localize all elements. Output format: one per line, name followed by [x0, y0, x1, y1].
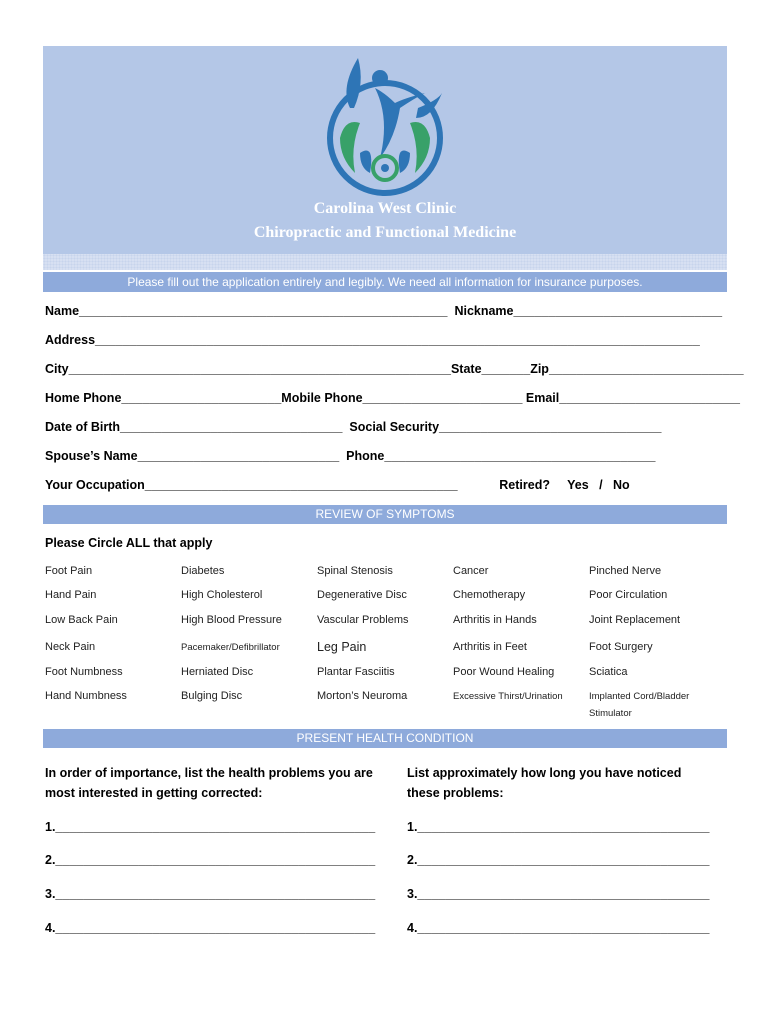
instructions-banner: Please fill out the application entirely and legibly. We need all information for insurance purposes.: [43, 272, 727, 292]
problem-line-1[interactable]: 1.______________________________________________: [45, 820, 376, 834]
duration-line-3[interactable]: 3.__________________________________________: [407, 887, 710, 901]
problem-line-4[interactable]: 4.______________________________________________: [45, 921, 376, 935]
review-of-symptoms-banner: REVIEW OF SYMPTOMS: [43, 505, 727, 524]
symptom-item[interactable]: Bulging Disc: [181, 690, 243, 702]
field-city-state-zip[interactable]: City_______________________________________________________State_______Zip____________________________: [45, 362, 744, 376]
symptom-item[interactable]: Joint Replacement: [589, 614, 681, 626]
symptom-item[interactable]: Sciatica: [589, 666, 628, 678]
symptom-item[interactable]: Degenerative Disc: [317, 589, 407, 601]
symptom-item[interactable]: Arthritis in Feet: [453, 641, 527, 653]
symptom-item[interactable]: Arthritis in Hands: [453, 614, 537, 626]
field-dob-ssn[interactable]: Date of Birth________________________________ Social Security________________________________: [45, 420, 662, 434]
symptom-item[interactable]: High Cholesterol: [181, 589, 263, 601]
header-divider: [43, 254, 727, 270]
clinic-name: Carolina West Clinic: [313, 200, 457, 217]
symptom-item[interactable]: Foot Numbness: [45, 666, 123, 678]
field-phones-email[interactable]: Home Phone_______________________Mobile Phone_______________________ Email__________________________: [45, 391, 741, 405]
symptom-item[interactable]: Cancer: [453, 565, 489, 577]
symptom-item[interactable]: Spinal Stenosis: [317, 565, 393, 577]
symptom-item[interactable]: Morton’s Neuroma: [317, 690, 408, 702]
symptom-item[interactable]: High Blood Pressure: [181, 614, 282, 626]
symptom-item[interactable]: Poor Circulation: [589, 589, 668, 601]
symptom-item[interactable]: Herniated Disc: [181, 666, 254, 678]
symptom-item[interactable]: Hand Pain: [45, 589, 97, 601]
symptom-item[interactable]: Vascular Problems: [317, 614, 409, 626]
duration-line-1[interactable]: 1.__________________________________________: [407, 820, 710, 834]
symptom-item[interactable]: Pacemaker/Defibrillator: [181, 642, 280, 653]
symptom-item[interactable]: Leg Pain: [317, 640, 367, 654]
symptom-item[interactable]: Implanted Cord/Bladder: [589, 691, 690, 702]
present-health-banner: PRESENT HEALTH CONDITION: [43, 729, 727, 748]
problem-line-2[interactable]: 2.______________________________________________: [45, 853, 376, 867]
field-name-nickname[interactable]: Name_____________________________________________________ Nickname______________________________: [45, 304, 723, 318]
symptom-item[interactable]: Hand Numbness: [45, 690, 127, 702]
symptom-item[interactable]: Pinched Nerve: [589, 565, 662, 577]
symptom-item[interactable]: Diabetes: [181, 565, 225, 577]
field-address[interactable]: Address_______________________________________________________________________________________: [45, 333, 700, 347]
left-question: In order of importance, list the health problems you are most interested in getting corrected:: [45, 766, 373, 800]
symptom-item-continuation: Stimulator: [589, 708, 632, 719]
symptom-item[interactable]: Low Back Pain: [45, 614, 118, 626]
duration-line-4[interactable]: 4.__________________________________________: [407, 921, 710, 935]
problem-line-3[interactable]: 3.______________________________________________: [45, 887, 376, 901]
duration-line-2[interactable]: 2.__________________________________________: [407, 853, 710, 867]
symptom-item[interactable]: Chemotherapy: [453, 589, 526, 601]
symptom-item[interactable]: Excessive Thirst/Urination: [453, 691, 563, 702]
symptom-item[interactable]: Plantar Fasciitis: [317, 666, 395, 678]
clinic-subtitle: Chiropractic and Functional Medicine: [253, 224, 517, 241]
review-instruction: Please Circle ALL that apply: [45, 536, 213, 550]
symptom-item[interactable]: Foot Surgery: [589, 641, 653, 653]
field-spouse-phone[interactable]: Spouse’s Name_____________________________ Phone_______________________________________: [45, 449, 656, 463]
field-occupation-retired[interactable]: Your Occupation_____________________________________________ Retired? Yes / No: [45, 478, 630, 492]
symptom-item[interactable]: Neck Pain: [45, 641, 96, 653]
right-question: List approximately how long you have noticed these problems:: [407, 766, 682, 800]
clinic-logo-icon: [320, 48, 450, 198]
symptom-item[interactable]: Foot Pain: [45, 565, 93, 577]
symptom-item[interactable]: Poor Wound Healing: [453, 666, 555, 678]
